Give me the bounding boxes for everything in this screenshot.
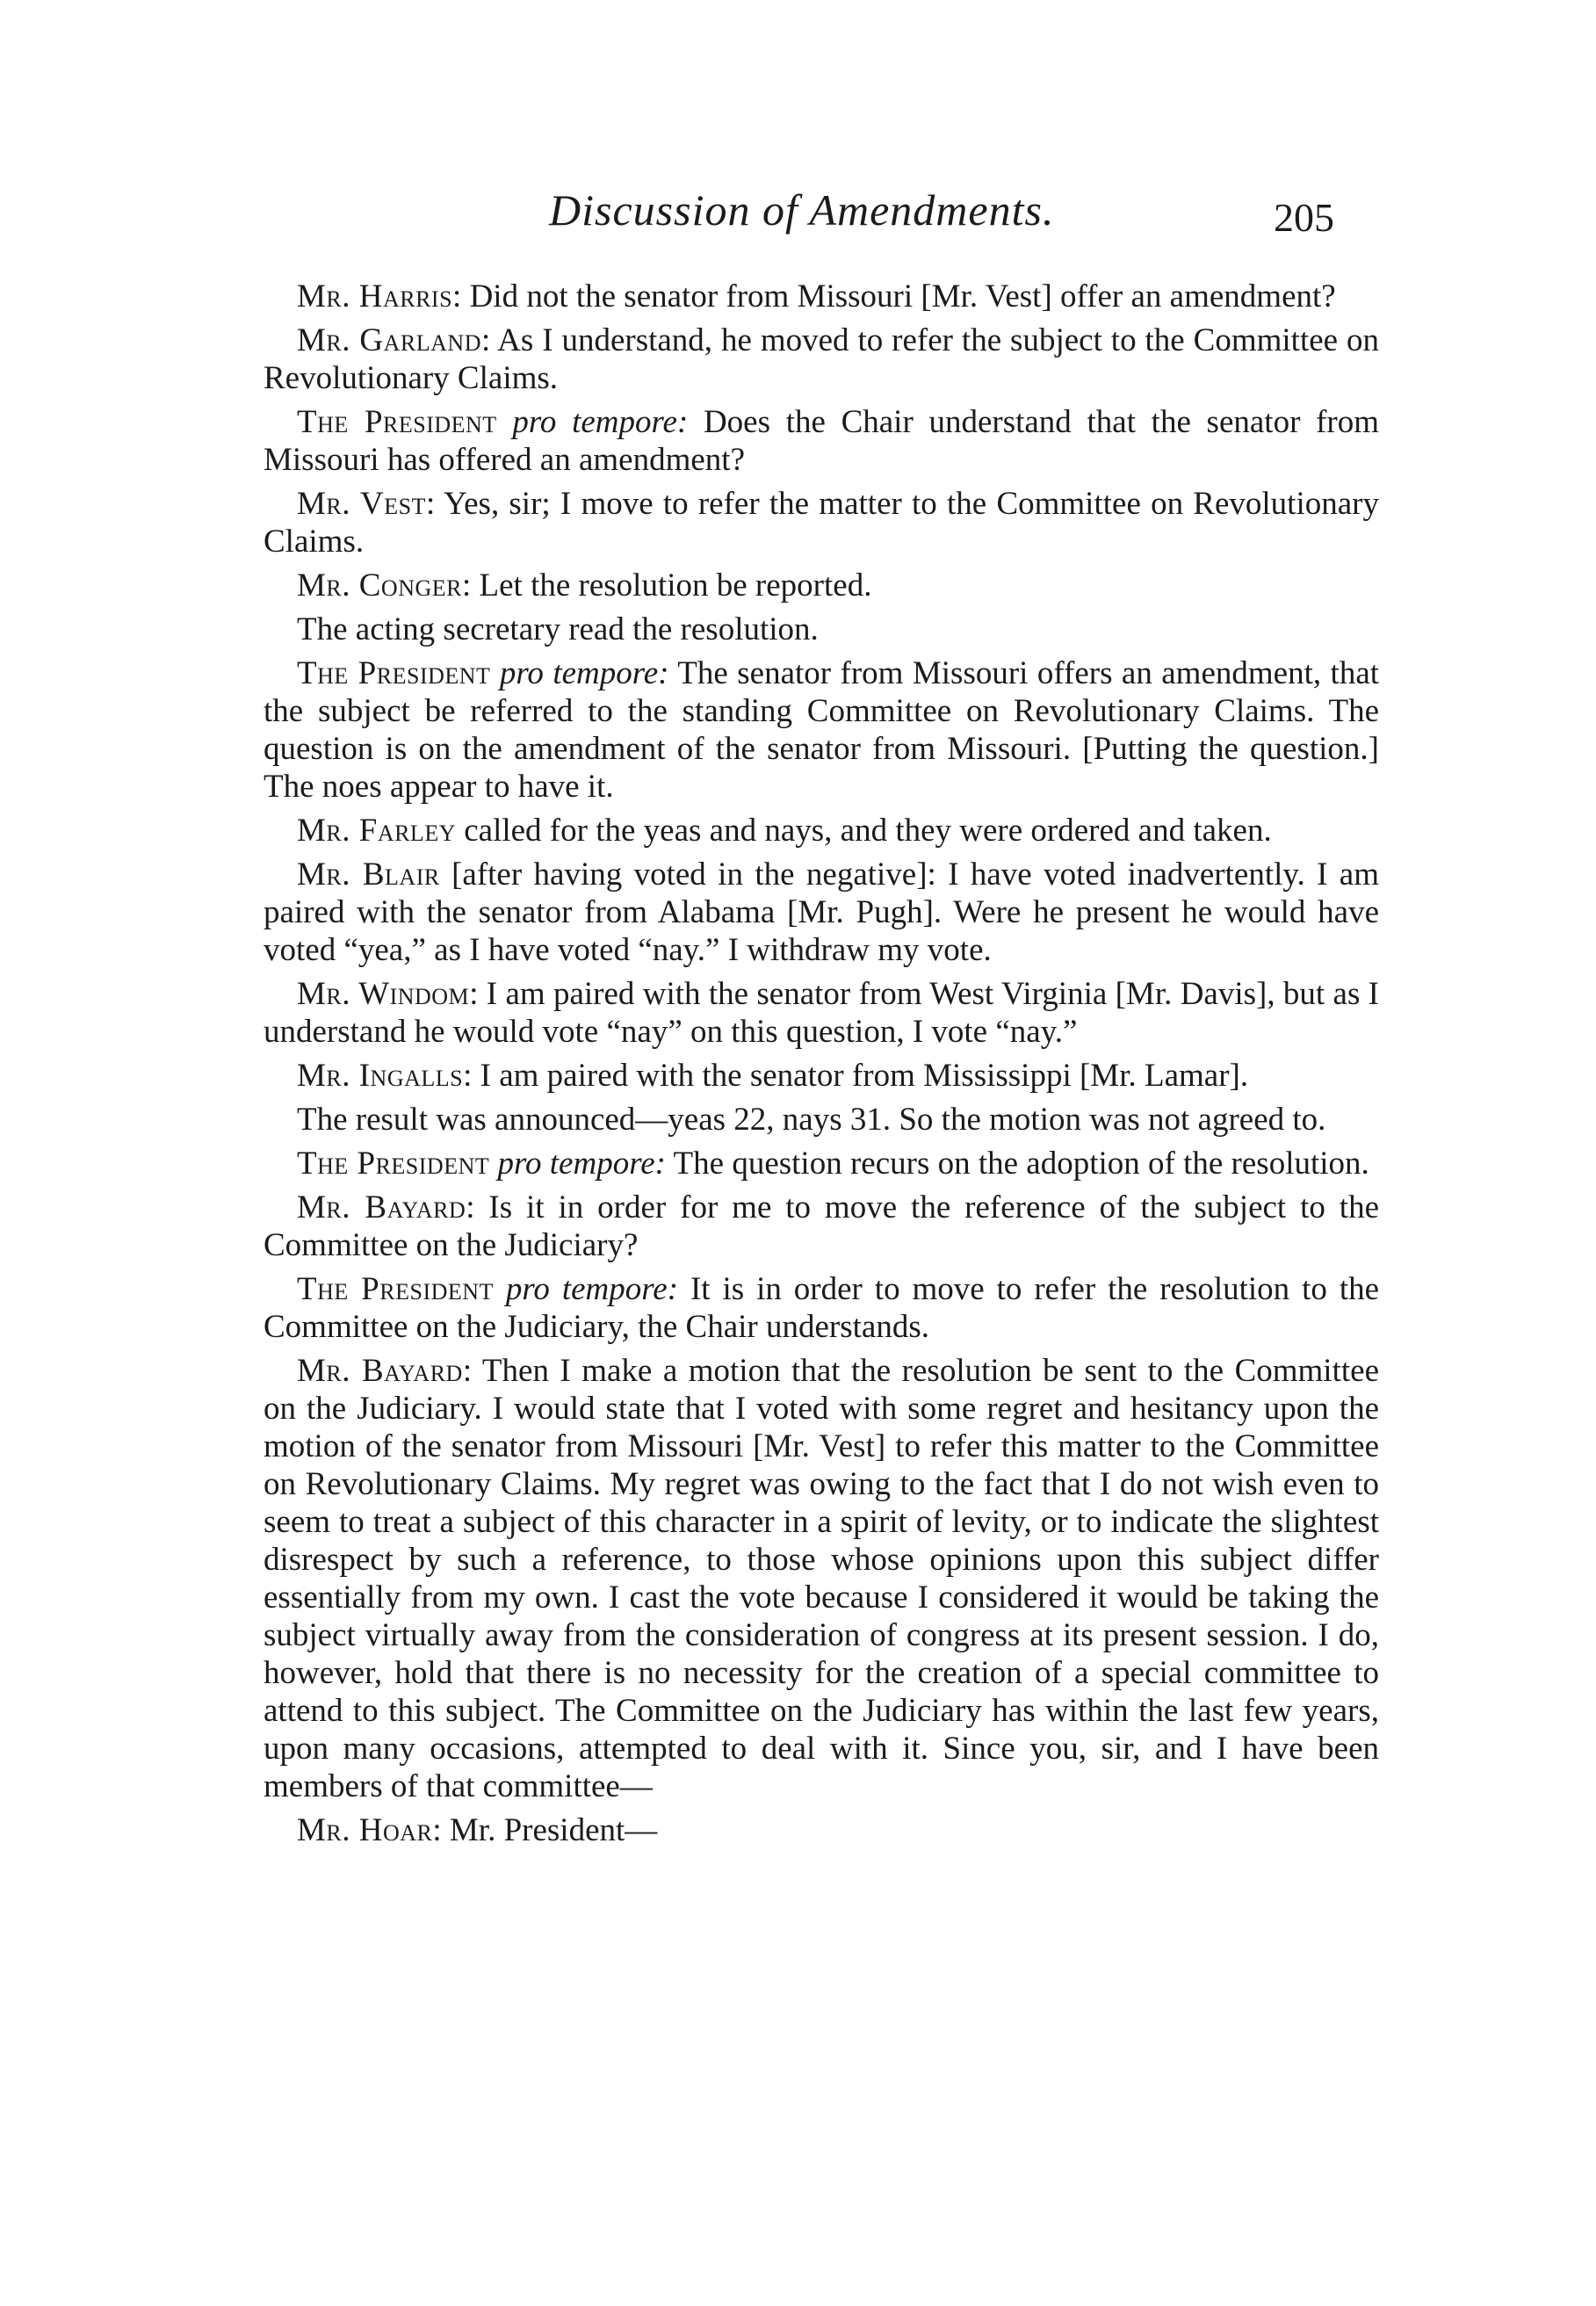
speaker-separator: : xyxy=(463,1058,473,1094)
speaker-name: Mr. Harris xyxy=(297,278,453,314)
paragraph xyxy=(264,654,1379,806)
paragraph-text: called for the yeas and nays, and they were ordered and taken. xyxy=(455,813,1272,849)
pro-tempore-label: pro tempore: xyxy=(499,655,669,691)
speaker-name: Mr. Bayard xyxy=(297,1189,466,1225)
paragraph xyxy=(264,1189,1379,1264)
paragraph-text: Then I make a motion that the resolution be sent to the Committee on the Judiciary. I would state that I voted with some regret and hesitancy upon the motion of the senator from Missouri [Mr. Vest] to refer this matter to the Committee on Revolutionary Claims. My regret was owing to the fact that I do not wish even to seem to treat a subject of this character in a spirit of levity, or to indicate the slightest disrespect by such a reference, to those whose opinions upon this subject differ essentially from my own. I cast the vote because I considered it would be taking the subject virtually away from the consideration of congress at its present session. I do, however, hold that there is no necessity for the creation of a special committee to attend to this subject. The Committee on the Judiciary has within the last few years, upon many occasions, attempted to deal with it. Since you, sir, and I have been members of that committee— xyxy=(264,1353,1379,1804)
page-number: 205 xyxy=(1274,195,1334,240)
paragraph-text: As I understand, he moved to refer the subject to the Committee on Revolutionary Claims. xyxy=(264,322,1379,396)
speaker-name: Mr. Hoar xyxy=(297,1812,433,1848)
speaker-name: The President xyxy=(297,1271,494,1307)
paragraph-text: Does the Chair understand that the senator from Missouri has offered an amendment? xyxy=(264,404,1380,478)
paragraph xyxy=(264,403,1379,479)
speaker-name: Mr. Vest xyxy=(297,486,426,522)
pro-tempore-label: pro tempore: xyxy=(505,1271,679,1307)
speaker-name: Mr. Farley xyxy=(297,813,456,849)
speaker-name: The President xyxy=(297,404,497,440)
body-text xyxy=(264,278,1379,1849)
paragraph xyxy=(264,856,1379,969)
speaker-name: Mr. Windom xyxy=(297,976,470,1012)
speaker-separator: : xyxy=(469,976,479,1012)
running-head xyxy=(264,176,1379,255)
paragraph xyxy=(264,975,1379,1051)
paragraph xyxy=(264,1352,1379,1805)
paragraph-text: I am paired with the senator from Mississippi [Mr. Lamar]. xyxy=(472,1058,1249,1094)
paragraph xyxy=(264,611,1379,648)
speaker-name: Mr. Blair xyxy=(297,857,440,893)
paragraph xyxy=(264,1101,1379,1139)
paragraph-text: [after having voted in the negative]: I have voted inadvertently. I am paired with the senator from Alabama [Mr. Pugh]. Were he present he would have voted “yea,” as I have voted “nay.” I withdraw my vote. xyxy=(264,857,1379,968)
paragraph xyxy=(264,1811,1379,1849)
paragraph xyxy=(264,485,1379,560)
speaker-name: The President xyxy=(297,1146,490,1182)
paragraph-text: Did not the senator from Missouri [Mr. Vest] offer an amendment? xyxy=(461,278,1336,314)
paragraph xyxy=(264,1145,1379,1182)
speaker-separator: : xyxy=(462,1353,473,1389)
paragraph-text: Mr. President— xyxy=(441,1812,658,1848)
document-page xyxy=(264,176,1379,1855)
speaker-separator: : xyxy=(466,1189,475,1225)
speaker-name: Mr. Bayard xyxy=(297,1353,463,1389)
paragraph xyxy=(264,322,1379,397)
speaker-separator: : xyxy=(452,278,462,314)
paragraph-text: The result was announced—yeas 22, nays 31. So the motion was not agreed to. xyxy=(297,1102,1326,1138)
speaker-name: Mr. Garland xyxy=(297,322,481,358)
speaker-separator: : xyxy=(461,567,472,604)
paragraph xyxy=(264,1057,1379,1095)
paragraph-text: I am paired with the senator from West Virginia [Mr. Davis], but as I understand he would vote “nay” on this question, I vote “nay.” xyxy=(264,976,1379,1050)
speaker-separator: : xyxy=(432,1812,442,1848)
pro-tempore-label: pro tempore: xyxy=(512,404,689,440)
paragraph-text: Let the resolution be reported. xyxy=(471,567,872,604)
paragraph xyxy=(264,1270,1379,1346)
speaker-separator: : xyxy=(480,322,491,358)
paragraph-text: Is it in order for me to move the reference of the subject to the Committee on the Judiciary? xyxy=(264,1189,1379,1263)
pro-tempore-label: pro tempore: xyxy=(497,1146,666,1182)
running-title: Discussion of Amendments. xyxy=(549,185,1055,235)
paragraph-text: The acting secretary read the resolution. xyxy=(297,611,819,647)
paragraph xyxy=(264,567,1379,604)
paragraph xyxy=(264,812,1379,849)
speaker-separator: : xyxy=(425,486,436,522)
paragraph-text: It is in order to move to refer the resolution to the Committee on the Judiciary, the Chair understands. xyxy=(264,1271,1380,1345)
paragraph xyxy=(264,278,1379,315)
paragraph-text: The senator from Missouri offers an amendment, that the subject be referred to the standing Committee on Revolutionary Claims. The question is on the amendment of the senator from Missouri. [Putting the question.] The noes appear to have it. xyxy=(264,655,1380,805)
paragraph-text: Yes, sir; I move to refer the matter to the Committee on Revolutionary Claims. xyxy=(264,486,1379,560)
speaker-name: The President xyxy=(297,655,491,691)
speaker-name: Mr. Conger xyxy=(297,567,462,604)
speaker-name: Mr. Ingalls xyxy=(297,1058,464,1094)
paragraph-text: The question recurs on the adoption of the resolution. xyxy=(665,1146,1369,1182)
